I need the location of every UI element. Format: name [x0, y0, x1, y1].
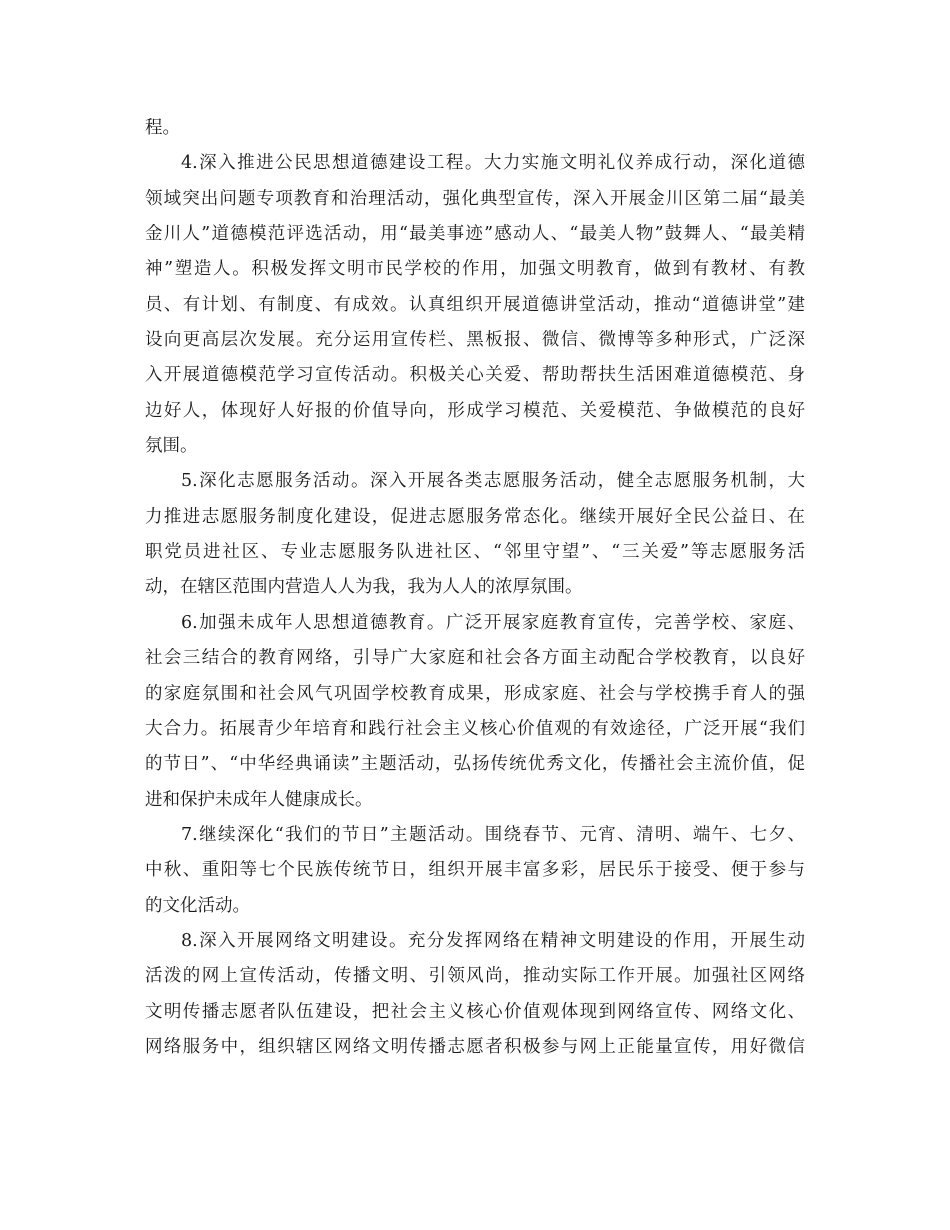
text-line: 的文化活动。 — [145, 895, 250, 916]
text-line: 动，在辖区范围内营造人人为我，我为人人的浓厚氛围。 — [145, 577, 583, 598]
paragraph-first-line: 5.深化志愿服务活动。深入开展各类志愿服务活动，健全志愿服务机制，大 — [181, 471, 805, 492]
text-line: 金川人”道德模范评选活动，用“最美事迹”感动人、“最美人物”鼓舞人、“最美精 — [145, 224, 805, 245]
paragraph-first-line: 7.继续深化“我们的节日”主题活动。围绕春节、元宵、清明、端午、七夕、 — [181, 824, 805, 845]
text-line: 的家庭氛围和社会风气巩固学校教育成果，形成家庭、社会与学校携手育人的强 — [145, 683, 805, 704]
text-line: 力推进志愿服务制度化建设，促进志愿服务常态化。继续开展好全民公益日、在 — [145, 506, 805, 527]
paragraph-first-line: 6.加强未成年人思想道德教育。广泛开展家庭教育宣传，完善学校、家庭、 — [181, 612, 805, 633]
text-line: 氛围。 — [145, 436, 198, 457]
text-line: 社会三结合的教育网络，引导广大家庭和社会各方面主动配合学校教育，以良好 — [145, 648, 805, 669]
body-text — [145, 111, 805, 1065]
text-line: 程。 — [145, 118, 180, 138]
text-line: 活泼的网上宣传活动，传播文明、引领风尚，推动实际工作开展。加强社区网络 — [145, 966, 805, 987]
text-line: 入开展道德模范学习宣传活动。积极关心关爱、帮助帮扶生活困难道德模范、身 — [145, 365, 805, 386]
text-line: 文明传播志愿者队伍建设，把社会主义核心价值观体现到网络宣传、网络文化、 — [145, 1001, 805, 1022]
text-line: 的节日”、“中华经典诵读”主题活动，弘扬传统优秀文化，传播社会主流价值，促 — [145, 754, 805, 775]
text-line: 职党员进社区、专业志愿服务队进社区、“邻里守望”、“三关爱”等志愿服务活 — [145, 542, 805, 563]
text-line: 设向更高层次发展。充分运用宣传栏、黑板报、微信、微博等多种形式，广泛深 — [145, 330, 805, 351]
paragraph-first-line: 8.深入开展网络文明建设。充分发挥网络在精神文明建设的作用，开展生动 — [181, 930, 805, 951]
text-line: 员、有计划、有制度、有成效。认真组织开展道德讲堂活动，推动“道德讲堂”建 — [145, 294, 805, 315]
text-line: 神”塑造人。积极发挥文明市民学校的作用，加强文明教育，做到有教材、有教 — [145, 259, 805, 280]
text-line: 中秋、重阳等七个民族传统节日，组织开展丰富多彩，居民乐于接受、便于参与 — [145, 860, 805, 881]
text-line: 领域突出问题专项教育和治理活动，强化典型宣传，深入开展金川区第二届“最美 — [145, 188, 805, 209]
text-line: 进和保护未成年人健康成长。 — [145, 789, 373, 810]
paragraph-first-line: 4.深入推进公民思想道德建设工程。大力实施文明礼仪养成行动，深化道德 — [181, 153, 805, 174]
text-line: 边好人，体现好人好报的价值导向，形成学习模范、关爱模范、争做模范的良好 — [145, 400, 805, 421]
text-line: 大合力。拓展青少年培育和践行社会主义核心价值观的有效途径，广泛开展“我们 — [145, 718, 805, 739]
text-line: 网络服务中，组织辖区网络文明传播志愿者积极参与网上正能量宣传，用好微信 — [145, 1036, 805, 1057]
